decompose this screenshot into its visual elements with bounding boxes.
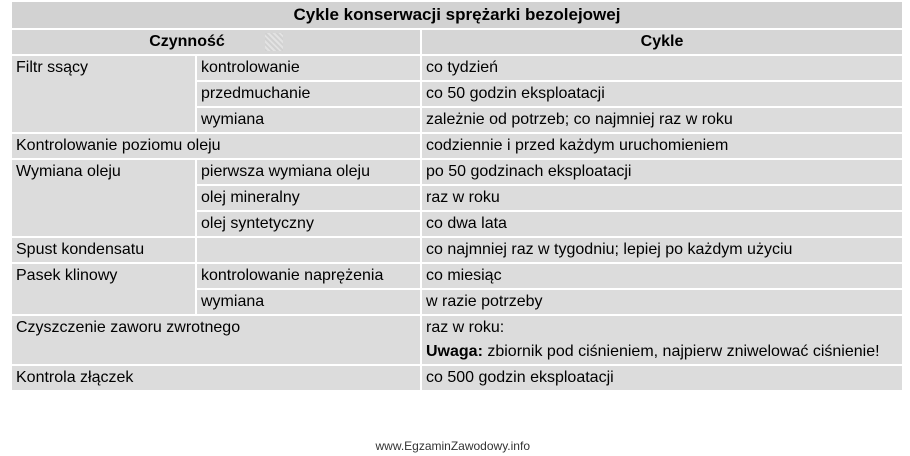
row-cycle: co miesiąc: [421, 263, 903, 289]
row-cycle: co 50 godzin eksploatacji: [421, 81, 903, 107]
footer-url[interactable]: www.EgzaminZawodowy.info: [375, 439, 530, 453]
table-row: [11, 55, 903, 81]
row-sub-label: kontrolowanie: [196, 55, 421, 81]
row-sub-label: kontrolowanie naprężenia: [196, 263, 421, 289]
row-main-label: Czyszczenie zaworu zwrotnego: [11, 315, 421, 365]
row-sub-label: olej syntetyczny: [196, 211, 421, 237]
row-main-label: Pasek klinowy: [11, 263, 196, 315]
header-action-label: Czynność: [149, 33, 225, 50]
table-row: [11, 237, 903, 263]
table-row: [11, 365, 903, 391]
row-cycle: w razie potrzeby: [421, 289, 903, 315]
watermark-icon: [265, 33, 283, 51]
table-row: [11, 133, 903, 159]
maintenance-table: [10, 0, 904, 392]
row-cycle: co tydzień: [421, 55, 903, 81]
row-sub-label: [196, 237, 421, 263]
note-warning: [426, 340, 898, 364]
row-cycle: codziennie i przed każdym uruchomieniem: [421, 133, 903, 159]
row-cycle: zależnie od potrzeb; co najmniej raz w roku: [421, 107, 903, 133]
row-sub-label: wymiana: [196, 107, 421, 133]
table-row: [11, 315, 903, 365]
row-cycle: raz w roku: [421, 185, 903, 211]
row-sub-label: przedmuchanie: [196, 81, 421, 107]
row-cycle: co 500 godzin eksploatacji: [421, 365, 903, 391]
row-cycle: co najmniej raz w tygodniu; lepiej po każdym użyciu: [421, 237, 903, 263]
row-cycle: co dwa lata: [421, 211, 903, 237]
row-main-label: Wymiana oleju: [11, 159, 196, 237]
note-line1: raz w roku:: [426, 319, 505, 336]
row-sub-label: wymiana: [196, 289, 421, 315]
warning-text: zbiornik pod ciśnieniem, najpierw zniwelować ciśnienie!: [482, 343, 880, 360]
row-sub-label: olej mineralny: [196, 185, 421, 211]
row-sub-label: pierwsza wymiana oleju: [196, 159, 421, 185]
table-row: [11, 159, 903, 185]
warning-label: Uwaga:: [426, 343, 483, 360]
table-row: [11, 263, 903, 289]
header-row: [11, 29, 903, 55]
row-main-label: Spust kondensatu: [11, 237, 196, 263]
row-cycle-note: [421, 315, 903, 365]
header-cycles: Cykle: [421, 29, 903, 55]
row-cycle: po 50 godzinach eksploatacji: [421, 159, 903, 185]
header-action: [11, 29, 421, 55]
row-main-label: Kontrolowanie poziomu oleju: [11, 133, 421, 159]
row-main-label: Kontrola złączek: [11, 365, 421, 391]
row-main-label: Filtr ssący: [11, 55, 196, 133]
table-title: Cykle konserwacji sprężarki bezolejowej: [11, 1, 903, 29]
title-row: [11, 1, 903, 29]
